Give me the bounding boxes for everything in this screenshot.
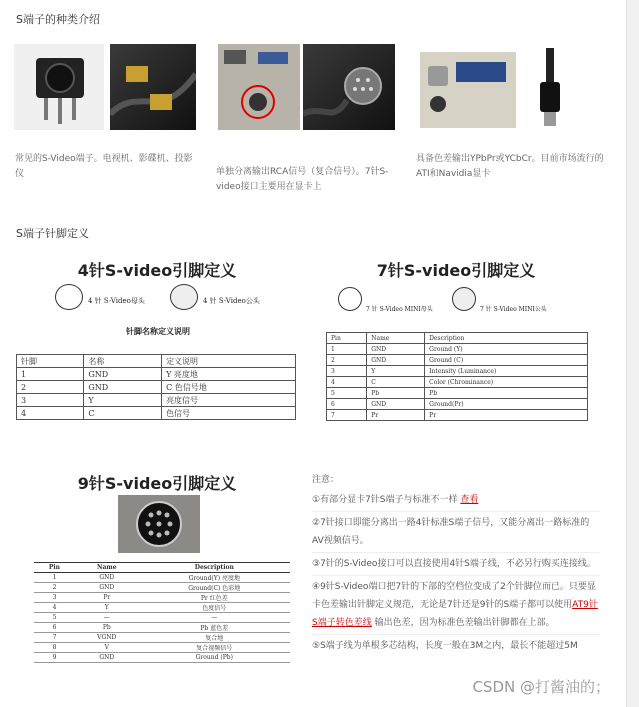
table-row: 4 Y 色度信号 [34, 603, 290, 613]
9pin-header-name: Name [75, 563, 139, 573]
table-row: 1 GND Ground (Y) [327, 344, 588, 355]
table-row: 5 Pb Pb [327, 388, 588, 399]
section-title-types: S端子的种类介绍 [16, 13, 100, 26]
7pin-male-connector-icon [452, 287, 476, 311]
caption-7pin: 单独分离输出RCA信号（复合信号）。7针S-video接口主要用在显卡上 [216, 167, 389, 192]
9pin-bracket-photo [420, 52, 516, 128]
4pin-female-connector-icon [55, 284, 83, 310]
caption-common: 常见的S-Video端子。电视机、影碟机、投影仪 [15, 154, 193, 179]
table-row: 4 C 色信号 [17, 407, 296, 420]
table-row: 5 — — [34, 613, 290, 623]
4pin-header-name: 名称 [84, 355, 162, 368]
note-1-link[interactable]: 查看 [460, 495, 479, 505]
4pin-subtitle: 针脚名称定义说明 [126, 326, 190, 336]
section-title-pins: S端子针脚定义 [16, 227, 89, 240]
note-3: ③7针的S-Video接口可以直接使用4针S端子线，不必另行购买连接线。 [312, 553, 600, 576]
note-4: ④9针S-Video端口把7针的下部的空档位变成了2个针脚位而已。只要显卡色差输出针脚定义规范，无论是7针还是9针的S端子都可以使用AT9针S端子转色差线 输出色差，因为标准色差输出针脚都在上部。 [312, 576, 600, 635]
9pin-title: 9针S-video引脚定义 [77, 474, 237, 493]
svideo-cable-photo [110, 44, 196, 130]
svideo-jack-photo [14, 44, 104, 130]
table-row: 1 GND Ground(Y) 亮度地 [34, 573, 290, 583]
table-row: 7 Pr Pr [327, 410, 588, 421]
9pin-header-pin: Pin [34, 563, 75, 573]
4pin-male-connector-icon [170, 284, 198, 310]
table-row: 3 Y 亮度信号 [17, 394, 296, 407]
table-row: 2 GND C 色信号地 [17, 381, 296, 394]
4pin-header-desc: 定义说明 [162, 355, 296, 368]
csdn-watermark: CSDN @打酱油的； [472, 678, 610, 696]
vertical-scrollbar[interactable] [626, 0, 639, 707]
7pin-header-desc: Description [425, 333, 588, 344]
table-row: 3 Y Intensity (Luminance) [327, 366, 588, 377]
7pin-male-label: 7 针 S-Video MINI公头 [480, 306, 547, 313]
note-2: ②7针接口即能分离出一路4针标准S端子信号，又能分离出一路标准的AV视频信号。 [312, 512, 600, 553]
graphics-card-bracket-photo [218, 44, 300, 130]
7pin-title: 7针S-video引脚定义 [376, 261, 536, 280]
table-row: 1 GND Y 亮度地 [17, 368, 296, 381]
note-1: ①有部分显卡7针S端子与标准不一样 查看 [312, 489, 600, 512]
7pin-female-connector-icon [338, 287, 362, 311]
7pin-header-name: Name [367, 333, 425, 344]
table-row: 7 VGND 复合地 [34, 633, 290, 643]
table-row: 6 GND Ground(Pr) [327, 399, 588, 410]
9pin-table [34, 562, 290, 663]
table-row: 9 GND Ground (Pb) [34, 653, 290, 663]
7pin-header-pin: Pin [327, 333, 367, 344]
table-row: 2 GND Ground(C) 色彩地 [34, 583, 290, 593]
4pin-table [16, 354, 296, 420]
table-row: 6 Pb Pb 蓝色差 [34, 623, 290, 633]
9pin-socket-photo [118, 495, 200, 553]
4pin-header-pin: 针脚 [17, 355, 84, 368]
table-row: 4 C Color (Chrominance) [327, 377, 588, 388]
4pin-female-label: 4 针 S-Video母头 [88, 297, 145, 305]
table-row: 8 V 复合视频信号 [34, 643, 290, 653]
note-5: ⑤S端子线为单根多芯结构，长度一般在3M之内，最长不能超过5M [312, 641, 578, 651]
9pin-plug-photo [530, 48, 570, 132]
notes-label: 注意： [312, 475, 340, 485]
4pin-male-label: 4 针 S-Video公头 [203, 297, 260, 305]
table-row: 2 GND Ground (C) [327, 355, 588, 366]
notes-box [312, 471, 600, 657]
caption-9pin: 具备色差输出YPbPr或YCbCr。目前市场流行的ATI和Navidia显卡 [416, 154, 604, 179]
7pin-female-label: 7 针 S-Video MINI母头 [366, 306, 433, 313]
9pin-header-desc: Description [139, 563, 290, 573]
7pin-cable-photo [303, 44, 395, 130]
note-4-link[interactable]: AT9针S端子转色差线 [312, 600, 598, 628]
4pin-title: 4针S-video引脚定义 [77, 261, 237, 280]
table-row: 3 Pr Pr 红色差 [34, 593, 290, 603]
7pin-table [326, 332, 588, 421]
